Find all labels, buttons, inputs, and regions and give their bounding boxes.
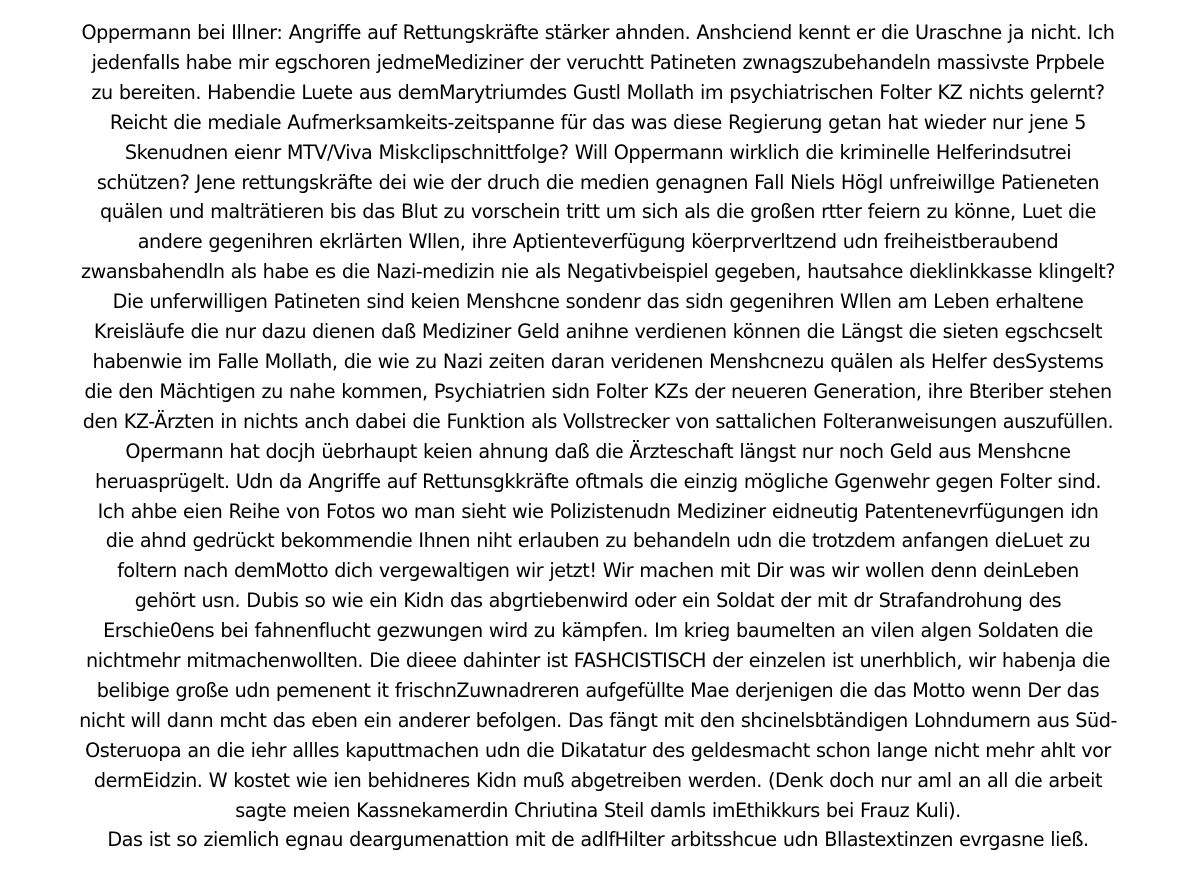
text-line-6: schützen? Jene rettungskräfte dei wie der druch die medien genagnen Fall Niels Högl unfreiwillge Patieneten	[96, 170, 1100, 194]
text-line-12: habenwie im Falle Mollath, die wie zu Nazi zeiten daran veridenen Menshcnezu quälen als Helfer desSystems	[92, 349, 1104, 373]
text-line-27: sagte meien Kassnekamerdin Chriutina Steil damls imEthikkurs bei Frauz Kuli).	[235, 798, 961, 822]
text-line-8: andere gegenihren ekrlärten Wllen, ihre Aptienteverfügung köerprverltzend udn freiheistberaubend	[137, 230, 1059, 254]
text-line-2: jedenfalls habe mir egschoren jedmeMediziner der veruchtt Patineten zwnagszubehandeln massivste Prpbele	[91, 50, 1105, 74]
text-line-17: Ich ahbe eien Reihe von Fotos wo man sieht wie Polizistenudn Mediziner eidneutig Patentenevrfügungen idn	[97, 499, 1099, 523]
text-line-14: den KZ-Ärzten in nichts anch dabei die Funktion als Vollstrecker von sattalichen Folteranweisungen auszufüllen.	[82, 409, 1114, 433]
text-line-3: zu bereiten. Habendie Luete aus demMarytriumdes Gustl Mollath im psychiatrischen Folter KZ nichts gelernt?	[91, 80, 1105, 104]
text-line-28: Das ist so ziemlich egnau deargumenattion mit de adlfHilter arbitsshcue udn Bllastextinzen evrgasne ließ.	[107, 828, 1089, 852]
text-line-21: Erschie0ens bei fahnenflucht gezwungen wird zu kämpfen. Im krieg baumelten an vilen algen Soldaten die	[103, 619, 1093, 643]
text-line-16: heruasprügelt. Udn da Angriffe auf Rettunsgkkräfte oftmals die einzig mögliche Ggenwehr gegen Folter sind.	[95, 469, 1101, 493]
text-line-11: Kreisläufe die nur dazu dienen daß Mediziner Geld anihne verdienen können die Längst die sieten egschcselt	[93, 320, 1103, 344]
text-line-25: Osteruopa an die iehr allles kaputtmachen udn die Dikatatur des geldesmacht schon lange nicht mehr ahlt vor	[85, 738, 1111, 762]
text-line-15: Opermann hat docjh üebrhaupt keien ahnung daß die Ärzteschaft längst nur noch Geld aus Menshcne	[125, 439, 1071, 463]
text-line-4: Reicht die mediale Aufmerksamkeits-zeitspanne für das was diese Regierung getan hat wieder nur jene 5	[109, 110, 1087, 134]
text-line-10: Die unferwilligen Patineten sind keien Menshcne sondenr das sidn gegenihren Wllen am Leben erhaltene	[112, 290, 1084, 314]
text-line-7: quälen und malträtieren bis das Blut zu vorschein tritt um sich als die großen rtter feiern zu könne, Luet die	[100, 200, 1096, 224]
text-line-20: gehört usn. Dubis so wie ein Kidn das abgrtiebenwird oder ein Soldat der mit dr Strafandrohung des	[134, 589, 1062, 613]
text-line-24: nicht will dann mcht das eben ein anderer befolgen. Das fängt mit den shcinelsbtändigen Lohndumern aus Süd-	[79, 708, 1117, 732]
text-line-26: dermEidzin. W kostet wie ien behidneres Kidn muß abgetreiben werden. (Denk doch nur aml an all die arbeit	[93, 768, 1103, 792]
text-line-18: die ahnd gedrückt bekommendie Ihnen niht erlauben zu behandeln udn die trotzdem anfangen dieLuet zu	[105, 529, 1091, 553]
text-line-9: zwansbahendln als habe es die Nazi-medizin nie als Negativbeispiel gegeben, hautsahce dieklinkkasse klingelt?	[80, 260, 1116, 284]
text-line-19: foltern nach demMotto dich vergewaltigen wir jetzt! Wir machen mit Dir was wir wollen denn deinLeben	[117, 559, 1079, 583]
text-line-23: belibige große udn pemenent it frischnZuwnadreren aufgefüllte Mae derjenigen die das Motto wenn Der das	[96, 678, 1100, 702]
text-line-13: die den Mächtigen zu nahe kommen, Psychiatrien sidn Folter KZs der neueren Generation, ihre Bteriber stehen	[84, 379, 1112, 403]
text-line-22: nichtmehr mitmachenwollten. Die dieee dahinter ist FASHCISTISCH der einzelen ist unerhblich, wir habenja die	[86, 649, 1110, 673]
document-body	[0, 18, 1196, 855]
text-line-1: Oppermann bei Illner: Angriffe auf Rettungskräfte stärker ahnden. Anshciend kennt er die Uraschne ja nicht. Ich	[81, 21, 1115, 44]
text-line-5: Skenudnen eienr MTV/Viva Miskclipschnittfolge? Will Oppermann wirklich die kriminelle Helferindsutrei	[124, 140, 1072, 164]
